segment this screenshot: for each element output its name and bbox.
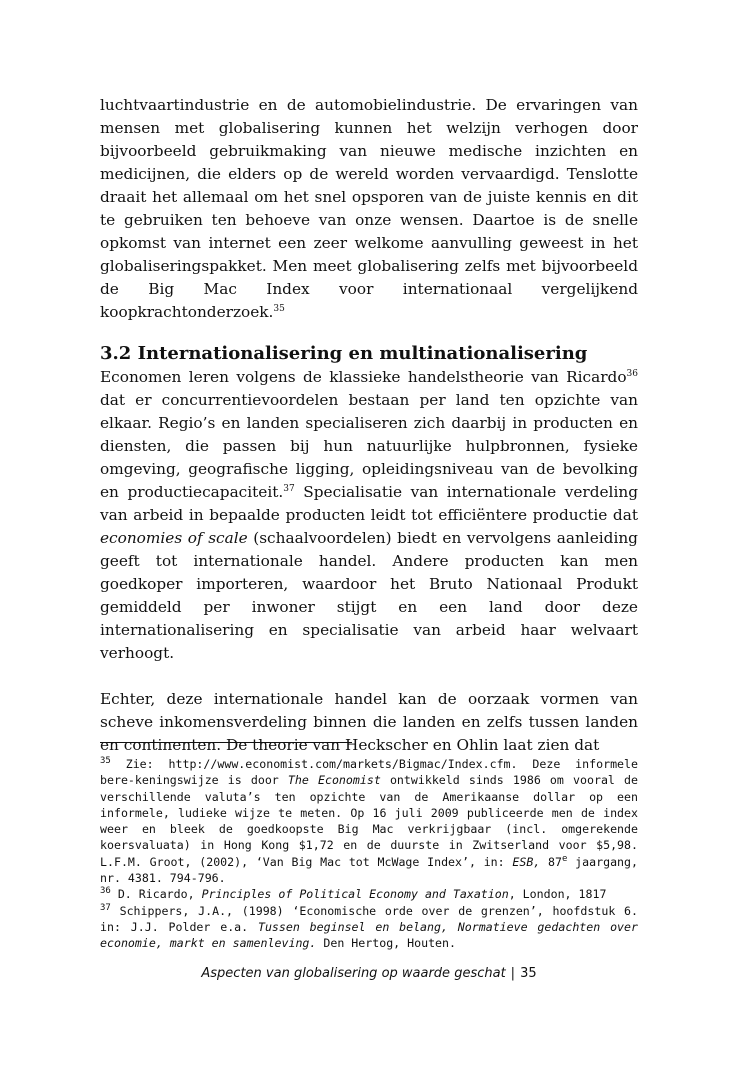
main-text bbox=[100, 94, 638, 757]
paragraph-1-text: luchtvaartindustrie en de automobielindustrie. De ervaringen van mensen met globalisering kunnen het welzijn verhogen door bijvoorbeeld gebruikmaking van nieuwe medische inzichten en medicijnen, die elders op de wereld worden vervaardigd. Tenslotte draait het allemaal om het snel opsporen van de juiste kennis en dit te gebruiken ten behoeve van onze wensen. Daartoe is de snelle opkomst van internet een zeer welkome aanvulling geweest in het globaliseringspakket. Men meet globalisering zelfs met bijvoorbeeld de Big Mac Index voor internationaal vergelijkend koopkrachtonderzoek. bbox=[100, 96, 638, 321]
footnote-number: 35 bbox=[100, 756, 111, 767]
paragraph-3: Echter, deze internationale handel kan de oorzaak vormen van scheve inkomensverdeling binnen die landen en zelfs tussen landen en continenten. De theorie van Heckscher en Ohlin laat zien dat bbox=[100, 690, 638, 754]
footnote-36-part-b: , London, 1817 bbox=[508, 887, 607, 902]
footnote-37 bbox=[100, 903, 638, 952]
footnote-35-part-a: Zie: http://www.economist.com/markets/Bigmac/Index.cfm. Deze informele bere-keningswijze is door bbox=[100, 757, 638, 788]
footnote-number: 36 bbox=[100, 886, 111, 897]
footnote-35-part-b: ontwikkeld sinds 1986 om vooral de verschillende valuta’s ten opzichte van de Amerikaanse dollar op een informele, ludieke wijze te meten. Op 16 juli 2009 publiceerde men de index weer en bleek de goedkoopste Big Mac verkrijgbaar (incl. omgerekende koersvaluata) in Hong Kong $1,72 en de duurste in Zwitserland voor $5,98. L.F.M. Groot, (2002), ‘Van Big Mac tot McWage Index’, in: bbox=[100, 773, 638, 869]
footnote-37-emphasis: Tussen beginsel en belang, Normatieve gedachten over economie, markt en samenleving. bbox=[100, 919, 638, 951]
footnote-ref-37[interactable]: 37 bbox=[283, 483, 295, 494]
footnote-ref-36[interactable]: 36 bbox=[626, 368, 638, 379]
footnote-35-part-d: jaargang, nr. 4381. 794-796. bbox=[100, 854, 638, 886]
paragraph-2 bbox=[100, 366, 638, 665]
page-footer bbox=[0, 966, 738, 981]
footer-separator: | bbox=[510, 966, 516, 981]
paragraph-2-part-a: Economen leren volgens de klassieke handelstheorie van Ricardo bbox=[100, 368, 627, 386]
footnote-36-part-a: D. Ricardo, bbox=[110, 887, 202, 902]
footnote-number: 37 bbox=[100, 902, 111, 913]
footnote-35 bbox=[100, 756, 638, 886]
footnote-35-part-c: 87 bbox=[540, 854, 563, 869]
footnote-36-emphasis: Principles of Political Economy and Taxation bbox=[201, 887, 509, 902]
running-title: Aspecten van globalisering op waarde geschat bbox=[201, 966, 506, 981]
footnote-ref-35[interactable]: 35 bbox=[273, 303, 285, 314]
paragraph-2-part-d: (schaalvoordelen) biedt en vervolgens aanleiding geeft tot internationale handel. Andere producten kan men goedkoper importeren, waardoor het Bruto Nationaal Produkt gemiddeld per inwoner stijgt en een land door deze internationalisering en specialisatie van arbeid haar welvaart verhoogt. bbox=[100, 529, 638, 662]
section-heading: 3.2 Internationalisering en multinationalisering bbox=[100, 343, 588, 364]
page-number: 35 bbox=[520, 966, 537, 981]
footnote-35-emphasis: The Economist bbox=[287, 773, 381, 788]
paragraph-2-part-b: dat er concurrentievoordelen bestaan per land ten opzichte van elkaar. Regio’s en landen specialiseren zich daarbij in producten en diensten, die passen bij hun natuurlijke hulpbronnen, fysieke omgeving, geografische ligging, opleidingsniveau van de bevolking en productiecapaciteit. bbox=[100, 391, 638, 501]
footnote-35-superscript: e bbox=[562, 853, 568, 864]
paragraph-1 bbox=[100, 94, 638, 324]
paragraph-2-emphasis: economies of scale bbox=[100, 529, 248, 547]
paragraph-gap bbox=[100, 665, 638, 688]
footnote-37-part-a: Schippers, J.A., (1998) ‘Economische orde over de grenzen’, hoofdstuk 6. in: J.J. Polder e.a. bbox=[100, 903, 638, 934]
paragraph-2-part-c: Specialisatie van internationale verdeling van arbeid in bepaalde producten leidt tot efficiëntere productie dat bbox=[100, 483, 638, 524]
footnote-37-part-b: Den Hertog, Houten. bbox=[316, 936, 456, 951]
footnotes bbox=[100, 756, 638, 952]
footnote-35-emphasis-2: ESB, bbox=[512, 854, 541, 869]
footnote-divider bbox=[100, 742, 352, 743]
footnote-36 bbox=[100, 886, 638, 902]
